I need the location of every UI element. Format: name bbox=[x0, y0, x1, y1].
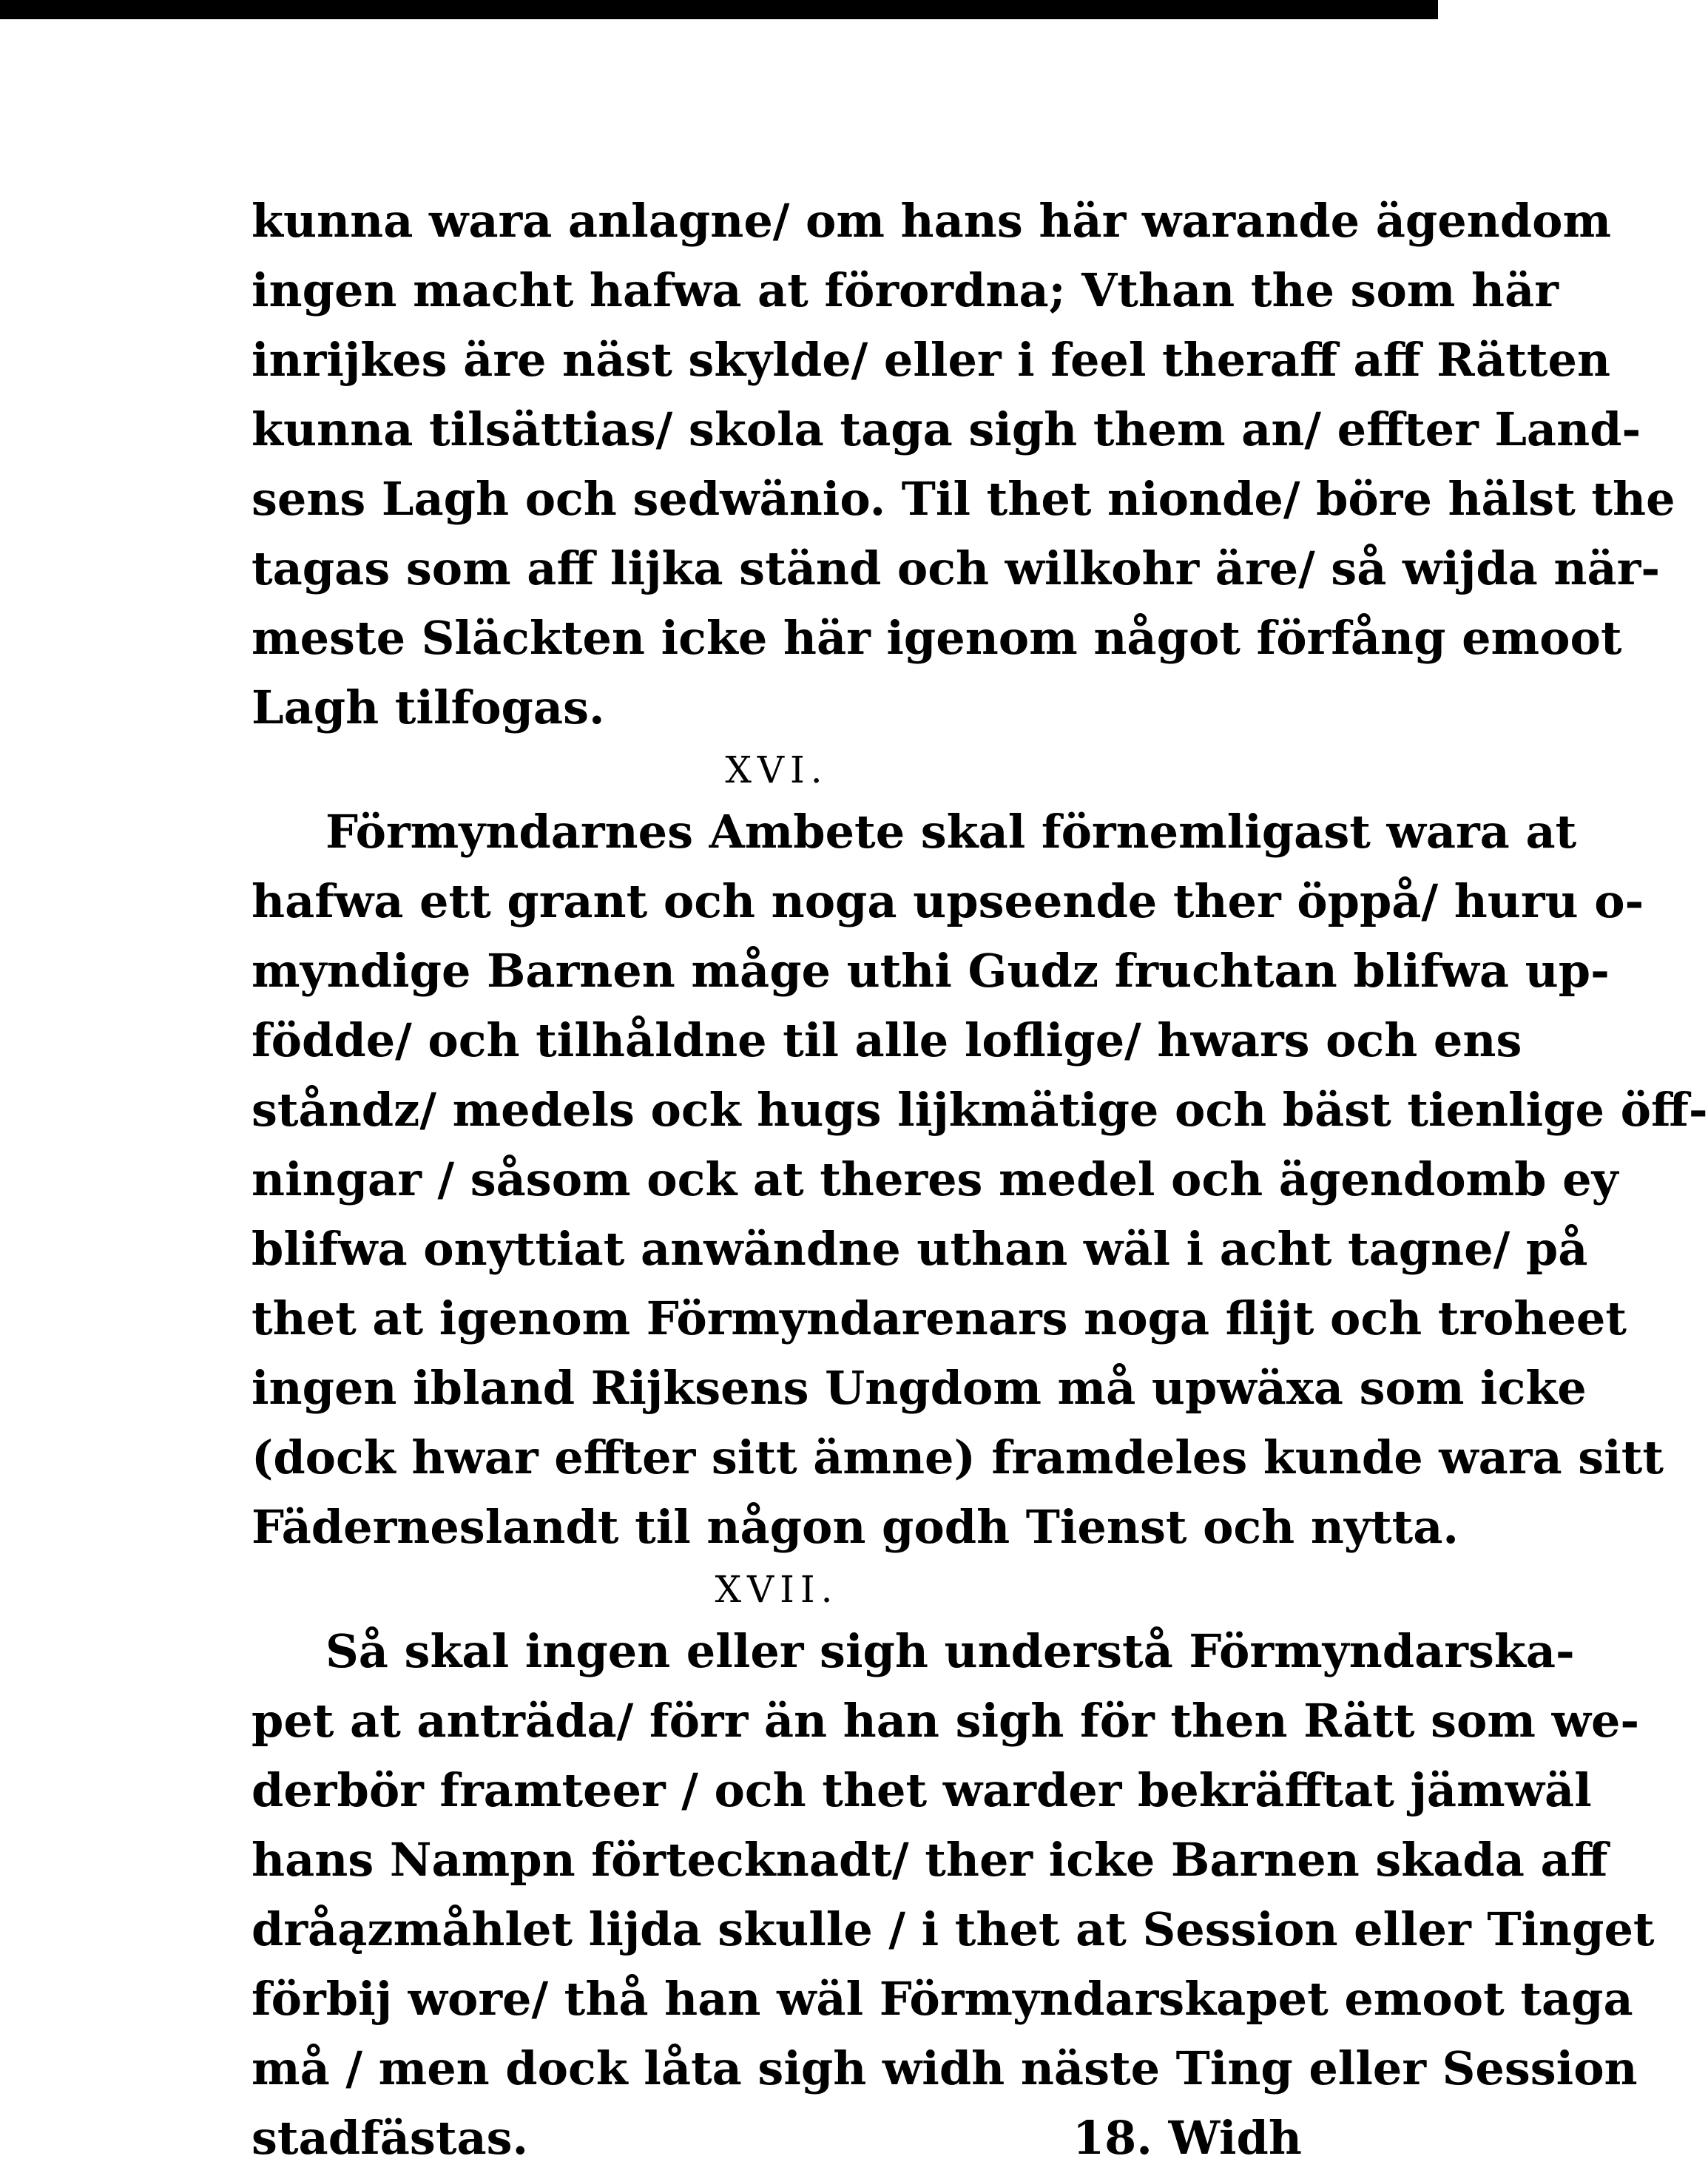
text-line: ståndz/ medels ock hugs lijkmätige och bäst tienlige öff- bbox=[252, 1083, 1708, 1137]
section-xvii-paragraph bbox=[252, 1617, 1655, 2173]
text-line: Så skal ingen eller sigh understå Förmyndarska- bbox=[325, 1624, 1575, 1678]
text-line: födde/ och tilhåldne til alle loflige/ hwars och ens bbox=[252, 1013, 1522, 1067]
text-line: kunna wara anlagne/ om hans här warande ägendom bbox=[252, 194, 1612, 248]
text-line: ingen ibland Rijksens Ungdom må upwäxa som icke bbox=[252, 1361, 1587, 1415]
section-a-paragraph bbox=[252, 186, 1675, 743]
text-line: thet at igenom Förmyndarenars noga flijt och troheet bbox=[252, 1291, 1627, 1345]
text-line: må / men dock låta sigh widh näste Ting eller Session bbox=[252, 2041, 1638, 2095]
text-line: Lagh tilfogas. bbox=[252, 680, 605, 734]
text-line: ingen macht hafwa at förordna; Vthan the som här bbox=[252, 263, 1559, 317]
text-line: sens Lagh och sedwänio. Til thet nionde/ böre hälst the bbox=[252, 472, 1675, 526]
page-footer-line bbox=[252, 2103, 1302, 2173]
text-line: derbör framteer / och thet warder bekräfftat jämwäl bbox=[252, 1763, 1592, 1817]
text-line: Fäderneslandt til någon godh Tienst och nytta. bbox=[252, 1500, 1459, 1554]
text-line: förbij wore/ thå han wäl Förmyndarskapet emoot taga bbox=[252, 1972, 1633, 2026]
last-text-line: stadfästas. bbox=[252, 2111, 529, 2165]
text-line: Förmyndarnes Ambete skal förnemligast wara at bbox=[325, 805, 1577, 859]
text-line: (dock hwar effter sitt ämne) framdeles kunde wara sitt bbox=[252, 1430, 1664, 1484]
section-xvi-paragraph bbox=[252, 797, 1708, 1562]
text-line: kunna tilsättias/ skola taga sigh them an/ effter Land- bbox=[252, 402, 1641, 456]
page-top-border bbox=[0, 0, 1438, 19]
text-line: meste Släckten icke här igenom något förfång emoot bbox=[252, 611, 1622, 665]
text-line: tagas som aff lijka ständ och wilkohr äre/ så wijda när- bbox=[252, 541, 1661, 595]
text-line: myndige Barnen måge uthi Gudz fruchtan blifwa up- bbox=[252, 944, 1610, 998]
section-heading-xvii: XVII. bbox=[715, 1568, 839, 1611]
text-line: blifwa onyttiat anwändne uthan wäl i acht tagne/ på bbox=[252, 1222, 1588, 1276]
page-text-column bbox=[252, 186, 1708, 2173]
catchword: 18. Widh bbox=[1073, 2111, 1302, 2165]
text-line: hafwa ett grant och noga upseende ther öppå/ huru o- bbox=[252, 874, 1644, 928]
text-line: pet at anträda/ förr än han sigh för then Rätt som we- bbox=[252, 1694, 1640, 1748]
text-line: hans Nampn förtecknadt/ ther icke Barnen skada aff bbox=[252, 1833, 1608, 1887]
text-line: ningar / såsom ock at theres medel och ägendomb ey bbox=[252, 1152, 1618, 1206]
text-line: inrijkes äre näst skylde/ eller i feel theraff aff Rätten bbox=[252, 333, 1611, 387]
section-heading-xvi: XVI. bbox=[725, 748, 828, 791]
text-line: dråązmåhlet lijda skulle / i thet at Session eller Tinget bbox=[252, 1902, 1655, 1956]
